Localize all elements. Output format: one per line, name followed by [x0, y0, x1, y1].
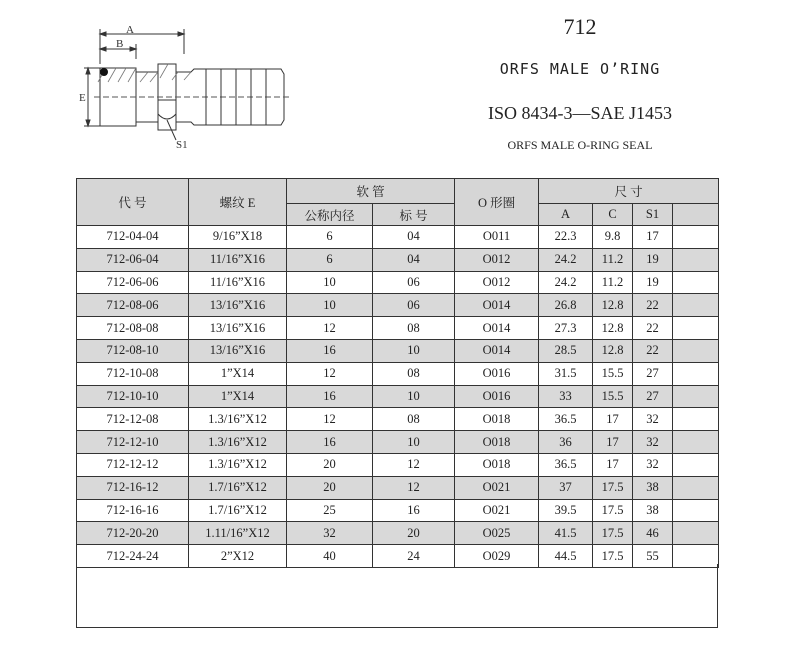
cell-blank	[673, 431, 719, 454]
cell-id: 25	[287, 499, 373, 522]
cell-c: 17.5	[593, 499, 633, 522]
cell-oring: O012	[455, 271, 539, 294]
cell-s1: 55	[633, 545, 673, 568]
cell-a: 24.2	[539, 271, 593, 294]
header-dims: 尺 寸	[539, 179, 719, 204]
cell-thread: 1.3/16”X12	[189, 453, 287, 476]
cell-c: 17	[593, 431, 633, 454]
table-row	[77, 271, 719, 294]
cell-thread: 11/16”X16	[189, 271, 287, 294]
table-row	[77, 362, 719, 385]
cell-blank	[673, 476, 719, 499]
fitting-drawing	[76, 24, 306, 154]
cell-c: 12.8	[593, 317, 633, 340]
cell-thread: 9/16”X18	[189, 226, 287, 249]
cell-a: 31.5	[539, 362, 593, 385]
cell-c: 15.5	[593, 385, 633, 408]
cell-thread: 1.7/16”X12	[189, 476, 287, 499]
cell-s1: 27	[633, 362, 673, 385]
cell-thread: 11/16”X16	[189, 248, 287, 271]
cell-a: 26.8	[539, 294, 593, 317]
table-row	[77, 385, 719, 408]
table-row	[77, 431, 719, 454]
cell-oring: O018	[455, 453, 539, 476]
cell-oring: O016	[455, 362, 539, 385]
cell-s1: 46	[633, 522, 673, 545]
table-row	[77, 339, 719, 362]
cell-oring: O016	[455, 385, 539, 408]
cell-thread: 13/16”X16	[189, 339, 287, 362]
cell-c: 17	[593, 408, 633, 431]
cell-mark: 06	[373, 271, 455, 294]
table-row	[77, 226, 719, 249]
cell-id: 16	[287, 339, 373, 362]
cell-mark: 10	[373, 431, 455, 454]
cell-thread: 1”X14	[189, 362, 287, 385]
cell-mark: 10	[373, 339, 455, 362]
cell-blank	[673, 271, 719, 294]
cell-code: 712-12-08	[77, 408, 189, 431]
header-hose-id: 公称内径	[287, 204, 373, 226]
cell-mark: 24	[373, 545, 455, 568]
cell-code: 712-16-16	[77, 499, 189, 522]
cell-s1: 27	[633, 385, 673, 408]
cell-blank	[673, 294, 719, 317]
cell-id: 12	[287, 317, 373, 340]
header-blank	[673, 204, 719, 226]
cell-thread: 1.11/16”X12	[189, 522, 287, 545]
cell-mark: 04	[373, 226, 455, 249]
cell-a: 36.5	[539, 408, 593, 431]
cell-oring: O029	[455, 545, 539, 568]
cell-code: 712-06-04	[77, 248, 189, 271]
cell-thread: 13/16”X16	[189, 294, 287, 317]
cell-code: 712-04-04	[77, 226, 189, 249]
cell-id: 20	[287, 476, 373, 499]
cell-oring: O018	[455, 408, 539, 431]
table-row	[77, 317, 719, 340]
cell-id: 6	[287, 226, 373, 249]
cell-c: 12.8	[593, 339, 633, 362]
cell-mark: 08	[373, 317, 455, 340]
cell-c: 9.8	[593, 226, 633, 249]
cell-s1: 38	[633, 476, 673, 499]
cell-id: 10	[287, 294, 373, 317]
cell-blank	[673, 385, 719, 408]
cell-id: 6	[287, 248, 373, 271]
cell-s1: 32	[633, 408, 673, 431]
cell-c: 11.2	[593, 248, 633, 271]
cell-oring: O014	[455, 294, 539, 317]
cell-blank	[673, 248, 719, 271]
cell-code: 712-24-24	[77, 545, 189, 568]
notes-area	[76, 564, 718, 628]
cell-mark: 04	[373, 248, 455, 271]
header-a: A	[539, 204, 593, 226]
header-thread: 螺纹 E	[189, 179, 287, 226]
cell-c: 17	[593, 453, 633, 476]
cell-mark: 10	[373, 385, 455, 408]
table-row	[77, 476, 719, 499]
cell-s1: 32	[633, 453, 673, 476]
seal-type: ORFS MALE O-RING SEAL	[507, 138, 653, 152]
cell-code: 712-08-08	[77, 317, 189, 340]
cell-mark: 06	[373, 294, 455, 317]
cell-code: 712-08-06	[77, 294, 189, 317]
cell-s1: 38	[633, 499, 673, 522]
label-e: E	[79, 92, 86, 104]
cell-c: 17.5	[593, 476, 633, 499]
cell-blank	[673, 226, 719, 249]
cell-blank	[673, 408, 719, 431]
cell-s1: 19	[633, 248, 673, 271]
cell-thread: 2”X12	[189, 545, 287, 568]
cell-oring: O025	[455, 522, 539, 545]
cell-oring: O021	[455, 499, 539, 522]
cell-s1: 22	[633, 339, 673, 362]
cell-mark: 16	[373, 499, 455, 522]
cell-c: 17.5	[593, 545, 633, 568]
cell-id: 16	[287, 431, 373, 454]
spec-table	[76, 178, 719, 568]
cell-thread: 1.3/16”X12	[189, 431, 287, 454]
cell-thread: 1.7/16”X12	[189, 499, 287, 522]
header-s1: S1	[633, 204, 673, 226]
cell-a: 28.5	[539, 339, 593, 362]
cell-code: 712-20-20	[77, 522, 189, 545]
table-row	[77, 294, 719, 317]
cell-blank	[673, 362, 719, 385]
cell-mark: 12	[373, 476, 455, 499]
cell-id: 20	[287, 453, 373, 476]
cell-oring: O021	[455, 476, 539, 499]
cell-blank	[673, 522, 719, 545]
cell-id: 10	[287, 271, 373, 294]
standard-code: ISO 8434-3—SAE J1453	[487, 103, 672, 123]
table-row	[77, 453, 719, 476]
model-number: 712	[563, 14, 597, 39]
cell-a: 36.5	[539, 453, 593, 476]
cell-a: 24.2	[539, 248, 593, 271]
table-row	[77, 522, 719, 545]
label-b: B	[116, 38, 124, 50]
cell-id: 16	[287, 385, 373, 408]
cell-a: 22.3	[539, 226, 593, 249]
cell-s1: 17	[633, 226, 673, 249]
cell-code: 712-06-06	[77, 271, 189, 294]
cell-a: 41.5	[539, 522, 593, 545]
cell-id: 40	[287, 545, 373, 568]
cell-c: 12.8	[593, 294, 633, 317]
cell-oring: O014	[455, 339, 539, 362]
cell-c: 15.5	[593, 362, 633, 385]
cell-thread: 1”X14	[189, 385, 287, 408]
cell-blank	[673, 317, 719, 340]
cell-a: 27.3	[539, 317, 593, 340]
cell-s1: 22	[633, 294, 673, 317]
cell-oring: O012	[455, 248, 539, 271]
label-a: A	[126, 24, 134, 36]
cell-mark: 08	[373, 362, 455, 385]
cell-c: 11.2	[593, 271, 633, 294]
cell-a: 39.5	[539, 499, 593, 522]
cell-s1: 19	[633, 271, 673, 294]
cell-a: 37	[539, 476, 593, 499]
product-name: ORFS MALE O’RING	[499, 60, 661, 78]
cell-id: 32	[287, 522, 373, 545]
cell-s1: 32	[633, 431, 673, 454]
header-c: C	[593, 204, 633, 226]
cell-mark: 08	[373, 408, 455, 431]
cell-mark: 20	[373, 522, 455, 545]
cell-c: 17.5	[593, 522, 633, 545]
table-row	[77, 499, 719, 522]
cell-code: 712-10-08	[77, 362, 189, 385]
label-s1: S1	[176, 139, 188, 151]
cell-a: 33	[539, 385, 593, 408]
cell-a: 36	[539, 431, 593, 454]
cell-code: 712-16-12	[77, 476, 189, 499]
cell-blank	[673, 453, 719, 476]
cell-id: 12	[287, 408, 373, 431]
cell-code: 712-10-10	[77, 385, 189, 408]
cell-mark: 12	[373, 453, 455, 476]
table-row	[77, 408, 719, 431]
cell-s1: 22	[633, 317, 673, 340]
cell-code: 712-12-10	[77, 431, 189, 454]
cell-thread: 13/16”X16	[189, 317, 287, 340]
header-hose-mark: 标 号	[373, 204, 455, 226]
header-code: 代 号	[77, 179, 189, 226]
cell-a: 44.5	[539, 545, 593, 568]
header-oring: O 形圈	[455, 179, 539, 226]
table-row	[77, 248, 719, 271]
cell-blank	[673, 499, 719, 522]
cell-id: 12	[287, 362, 373, 385]
header-hose: 软 管	[287, 179, 455, 204]
cell-code: 712-12-12	[77, 453, 189, 476]
cell-oring: O018	[455, 431, 539, 454]
cell-thread: 1.3/16”X12	[189, 408, 287, 431]
cell-oring: O011	[455, 226, 539, 249]
cell-code: 712-08-10	[77, 339, 189, 362]
cell-oring: O014	[455, 317, 539, 340]
cell-blank	[673, 339, 719, 362]
